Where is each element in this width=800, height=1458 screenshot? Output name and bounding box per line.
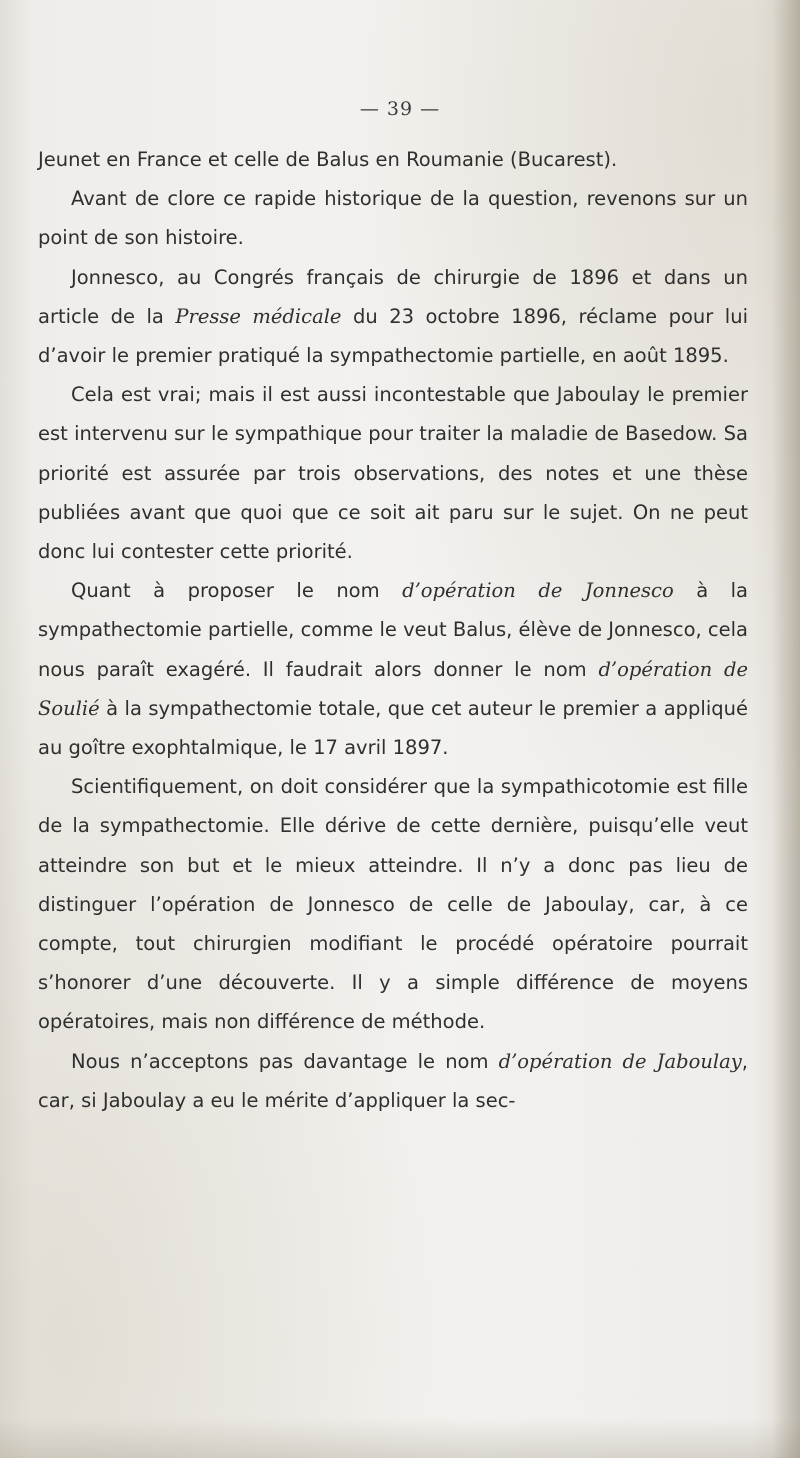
journal-title: Presse médicale xyxy=(175,304,342,328)
paragraph-4-text: Cela est vrai; mais il est aussi incontestable que Jaboulay le premier est intervenu sur le sympathique pour traiter la maladie de Basedow. Sa priorité est assurée par trois observations, des notes et une thèse publiées avant que quoi que ce soit ait paru sur le sujet. On ne peut donc lui contester cette priorité. xyxy=(38,383,748,564)
page-bottom-shadow xyxy=(0,1418,800,1458)
paragraph-2-text: Avant de clore ce rapide historique de la question, revenons sur un point de son histoire. xyxy=(38,187,748,250)
paragraph-5-text-b: à la sympathectomie partielle, comme le veut Balus, élève de Jonnesco, cela nous paraît exagéré. Il faudrait alors donner le nom xyxy=(38,579,748,681)
paragraph-1-text: Jeunet en France et celle de Balus en Roumanie (Bucarest). xyxy=(38,148,618,171)
paragraph-7 xyxy=(38,1042,748,1120)
operation-name-jonnesco: d’opération de Jonnesco xyxy=(402,579,674,603)
body-text xyxy=(38,140,748,1120)
paragraph-5 xyxy=(38,571,748,767)
paragraph-3-text-b: du 23 octobre 1896, réclame pour lui d’avoir le premier pratiqué la sympathectomie partielle, en août 1895. xyxy=(38,304,748,368)
paragraph-2 xyxy=(38,179,748,257)
paragraph-3-text-a: Jonnesco, au Congrés français de chirurgie de 1896 et dans un article de la xyxy=(38,265,748,328)
operation-name-jaboulay: d’opération de Jaboulay xyxy=(498,1049,742,1073)
operation-name-soulie: d’opération de Soulié xyxy=(38,657,749,720)
paragraph-7-text-b: , car, si Jaboulay a eu le mérite d’appliquer la sec- xyxy=(38,1049,748,1112)
page-edge-shadow xyxy=(772,0,800,1458)
paragraph-4 xyxy=(38,375,748,571)
paragraph-3 xyxy=(38,258,748,376)
paragraph-6 xyxy=(38,767,748,1041)
paragraph-6-text: Scientifiquement, on doit considérer que la sympathicotomie est fille de la sympathectomie. Elle dérive de cette dernière, puisqu’elle veut atteindre son but et le mieux atteindre. Il n’y a donc pas lieu de distinguer l’opération de Jonnesco de celle de Jaboulay, car, à ce compte, tout chirurgien modifiant le procédé opératoire pourrait s’honorer d’une découverte. Il y a simple différence de moyens opératoires, mais non différence de méthode. xyxy=(38,775,748,1034)
paragraph-5-text-c: à la sympathectomie totale, que cet auteur le premier a appliqué au goître exophtalmique, le 17 avril 1897. xyxy=(38,696,748,760)
paragraph-5-text-a: Quant à proposer le nom xyxy=(71,579,403,603)
paragraph-1 xyxy=(38,140,748,179)
paragraph-7-text-a: Nous n’acceptons pas davantage le nom xyxy=(71,1049,499,1073)
page-number: — 39 — xyxy=(359,98,441,120)
